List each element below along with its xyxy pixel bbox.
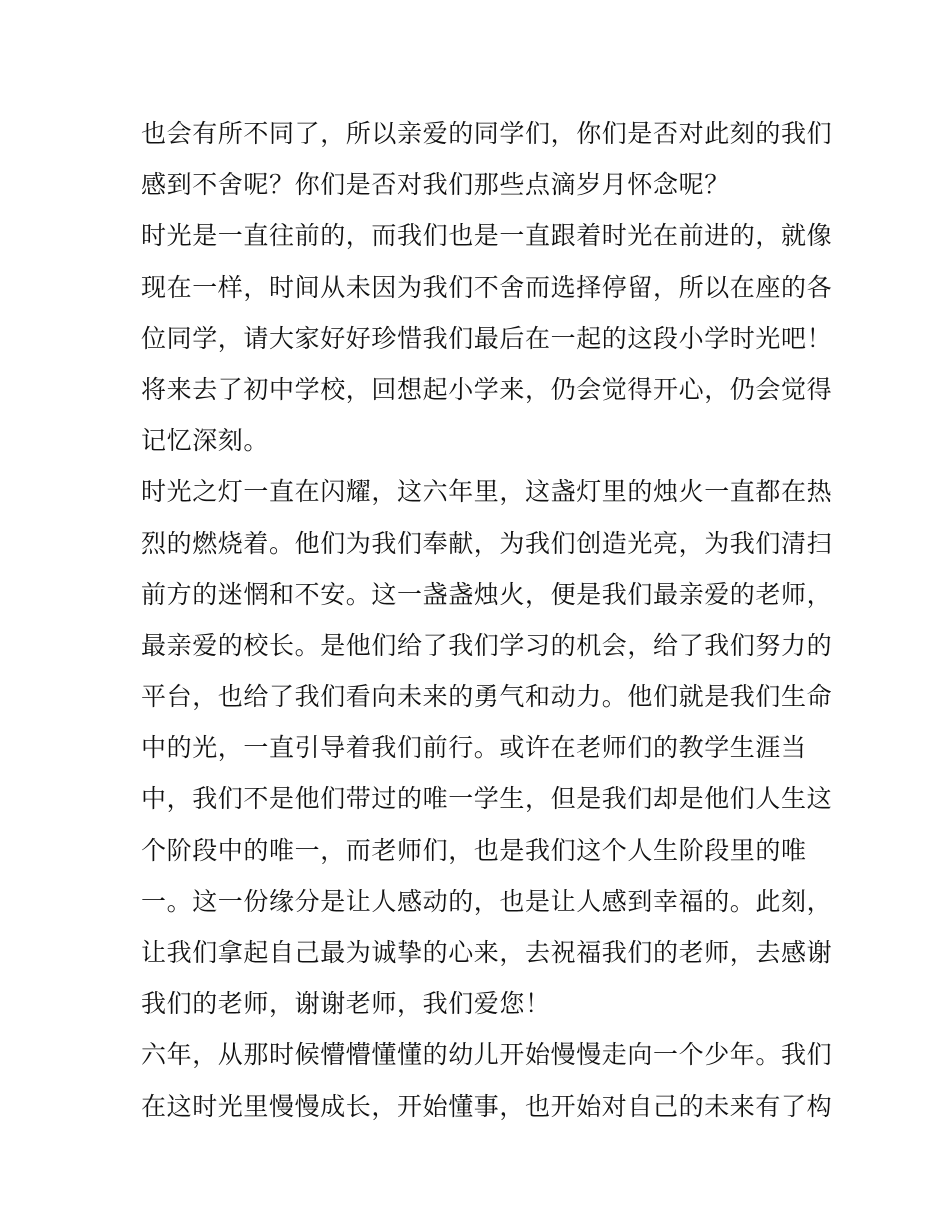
text-line: 中，我们不是他们带过的唯一学生，但是我们却是他们人生这 <box>141 784 833 814</box>
text-line: 平台，也给了我们看向未来的勇气和动力。他们就是我们生命 <box>141 682 833 712</box>
text-line: 感到不舍呢？你们是否对我们那些点滴岁月怀念呢？ <box>141 170 730 200</box>
text-line: 现在一样，时间从未因为我们不舍而选择停留，所以在座的各 <box>141 272 833 302</box>
text-line: 位同学，请大家好好珍惜我们最后在一起的这段小学时光吧！ <box>141 323 833 353</box>
text-line: 前方的迷惘和不安。这一盏盏烛火，便是我们最亲爱的老师， <box>141 579 833 609</box>
text-line: 将来去了初中学校，回想起小学来，仍会觉得开心，仍会觉得 <box>141 374 833 404</box>
text-line: 时光是一直往前的，而我们也是一直跟着时光在前进的，就像 <box>141 221 833 251</box>
text-line: 六年，从那时候懵懵懂懂的幼儿开始慢慢走向一个少年。我们 <box>141 1040 833 1070</box>
text-line: 一。这一份缘分是让人感动的，也是让人感到幸福的。此刻， <box>141 886 833 916</box>
text-line: 在这时光里慢慢成长，开始懂事，也开始对自己的未来有了构 <box>141 1091 833 1121</box>
text-line: 个阶段中的唯一，而老师们，也是我们这个人生阶段里的唯 <box>141 835 807 865</box>
text-line: 让我们拿起自己最为诚挚的心来，去祝福我们的老师，去感谢 <box>141 938 833 967</box>
text-line: 时光之灯一直在闪耀，这六年里，这盏灯里的烛火一直都在热 <box>141 477 833 507</box>
text-line: 我们的老师，谢谢老师，我们爱您！ <box>141 989 551 1019</box>
text-line: 也会有所不同了，所以亲爱的同学们，你们是否对此刻的我们 <box>141 119 833 148</box>
text-line: 最亲爱的校长。是他们给了我们学习的机会，给了我们努力的 <box>141 630 833 660</box>
text-line: 记忆深刻。 <box>141 426 270 456</box>
text-line: 中的光，一直引导着我们前行。或许在老师们的教学生涯当 <box>141 733 807 763</box>
text-line: 烈的燃烧着。他们为我们奉献，为我们创造光亮，为我们清扫 <box>141 528 833 558</box>
body-text <box>141 108 831 1132</box>
